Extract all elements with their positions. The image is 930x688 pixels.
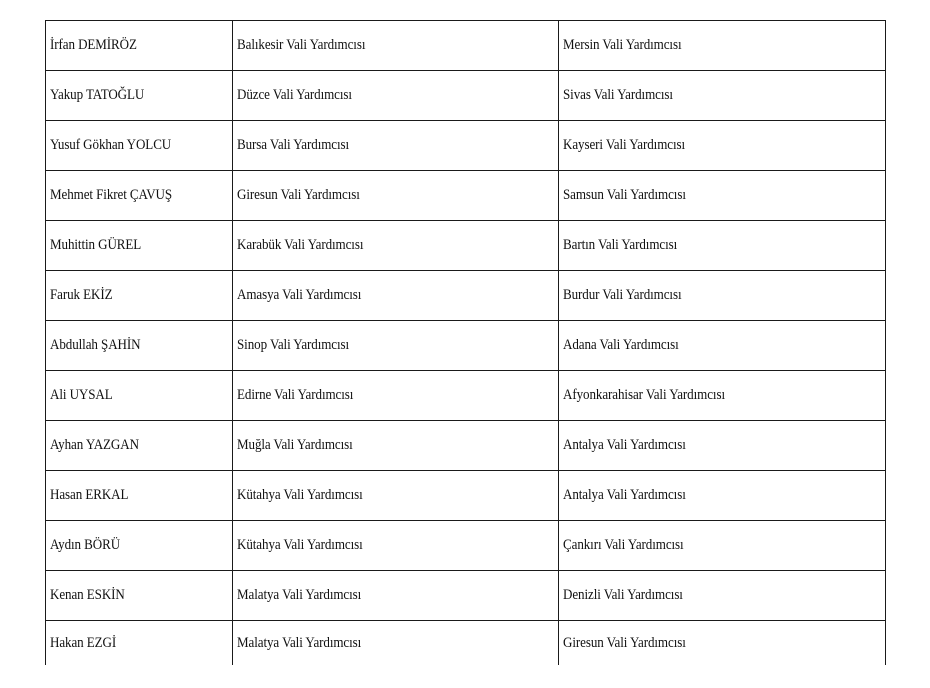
new-post-cell: Bartın Vali Yardımcısı <box>559 221 886 271</box>
name-cell: İrfan DEMİRÖZ <box>46 21 233 71</box>
new-post-cell: Çankırı Vali Yardımcısı <box>559 521 886 571</box>
new-post-cell: Antalya Vali Yardımcısı <box>559 421 886 471</box>
table-row <box>46 471 886 521</box>
new-post-cell: Afyonkarahisar Vali Yardımcısı <box>559 371 886 421</box>
new-post-cell: Mersin Vali Yardımcısı <box>559 21 886 71</box>
new-post-cell: Giresun Vali Yardımcısı <box>559 621 886 666</box>
current-post-cell: Kütahya Vali Yardımcısı <box>233 471 559 521</box>
current-post-cell: Malatya Vali Yardımcısı <box>233 571 559 621</box>
new-post-cell: Burdur Vali Yardımcısı <box>559 271 886 321</box>
table-row <box>46 221 886 271</box>
table-row <box>46 421 886 471</box>
table-row <box>46 521 886 571</box>
table-row <box>46 621 886 666</box>
table-row <box>46 121 886 171</box>
name-cell: Yusuf Gökhan YOLCU <box>46 121 233 171</box>
name-cell: Ali UYSAL <box>46 371 233 421</box>
new-post-cell: Kayseri Vali Yardımcısı <box>559 121 886 171</box>
name-cell: Hakan EZGİ <box>46 621 233 666</box>
appointments-table-body <box>46 21 886 666</box>
table-row <box>46 271 886 321</box>
table-row <box>46 21 886 71</box>
new-post-cell: Denizli Vali Yardımcısı <box>559 571 886 621</box>
table-row <box>46 371 886 421</box>
current-post-cell: Düzce Vali Yardımcısı <box>233 71 559 121</box>
name-cell: Faruk EKİZ <box>46 271 233 321</box>
name-cell: Aydın BÖRÜ <box>46 521 233 571</box>
current-post-cell: Edirne Vali Yardımcısı <box>233 371 559 421</box>
new-post-cell: Sivas Vali Yardımcısı <box>559 71 886 121</box>
table-row <box>46 321 886 371</box>
table-row <box>46 571 886 621</box>
name-cell: Abdullah ŞAHİN <box>46 321 233 371</box>
new-post-cell: Adana Vali Yardımcısı <box>559 321 886 371</box>
current-post-cell: Giresun Vali Yardımcısı <box>233 171 559 221</box>
current-post-cell: Sinop Vali Yardımcısı <box>233 321 559 371</box>
current-post-cell: Muğla Vali Yardımcısı <box>233 421 559 471</box>
name-cell: Kenan ESKİN <box>46 571 233 621</box>
name-cell: Hasan ERKAL <box>46 471 233 521</box>
name-cell: Muhittin GÜREL <box>46 221 233 271</box>
new-post-cell: Samsun Vali Yardımcısı <box>559 171 886 221</box>
table-row <box>46 71 886 121</box>
current-post-cell: Bursa Vali Yardımcısı <box>233 121 559 171</box>
table-row <box>46 171 886 221</box>
current-post-cell: Kütahya Vali Yardımcısı <box>233 521 559 571</box>
name-cell: Yakup TATOĞLU <box>46 71 233 121</box>
document-page <box>45 20 885 665</box>
appointments-table <box>45 20 886 665</box>
name-cell: Mehmet Fikret ÇAVUŞ <box>46 171 233 221</box>
current-post-cell: Malatya Vali Yardımcısı <box>233 621 559 666</box>
current-post-cell: Karabük Vali Yardımcısı <box>233 221 559 271</box>
name-cell: Ayhan YAZGAN <box>46 421 233 471</box>
current-post-cell: Amasya Vali Yardımcısı <box>233 271 559 321</box>
current-post-cell: Balıkesir Vali Yardımcısı <box>233 21 559 71</box>
new-post-cell: Antalya Vali Yardımcısı <box>559 471 886 521</box>
